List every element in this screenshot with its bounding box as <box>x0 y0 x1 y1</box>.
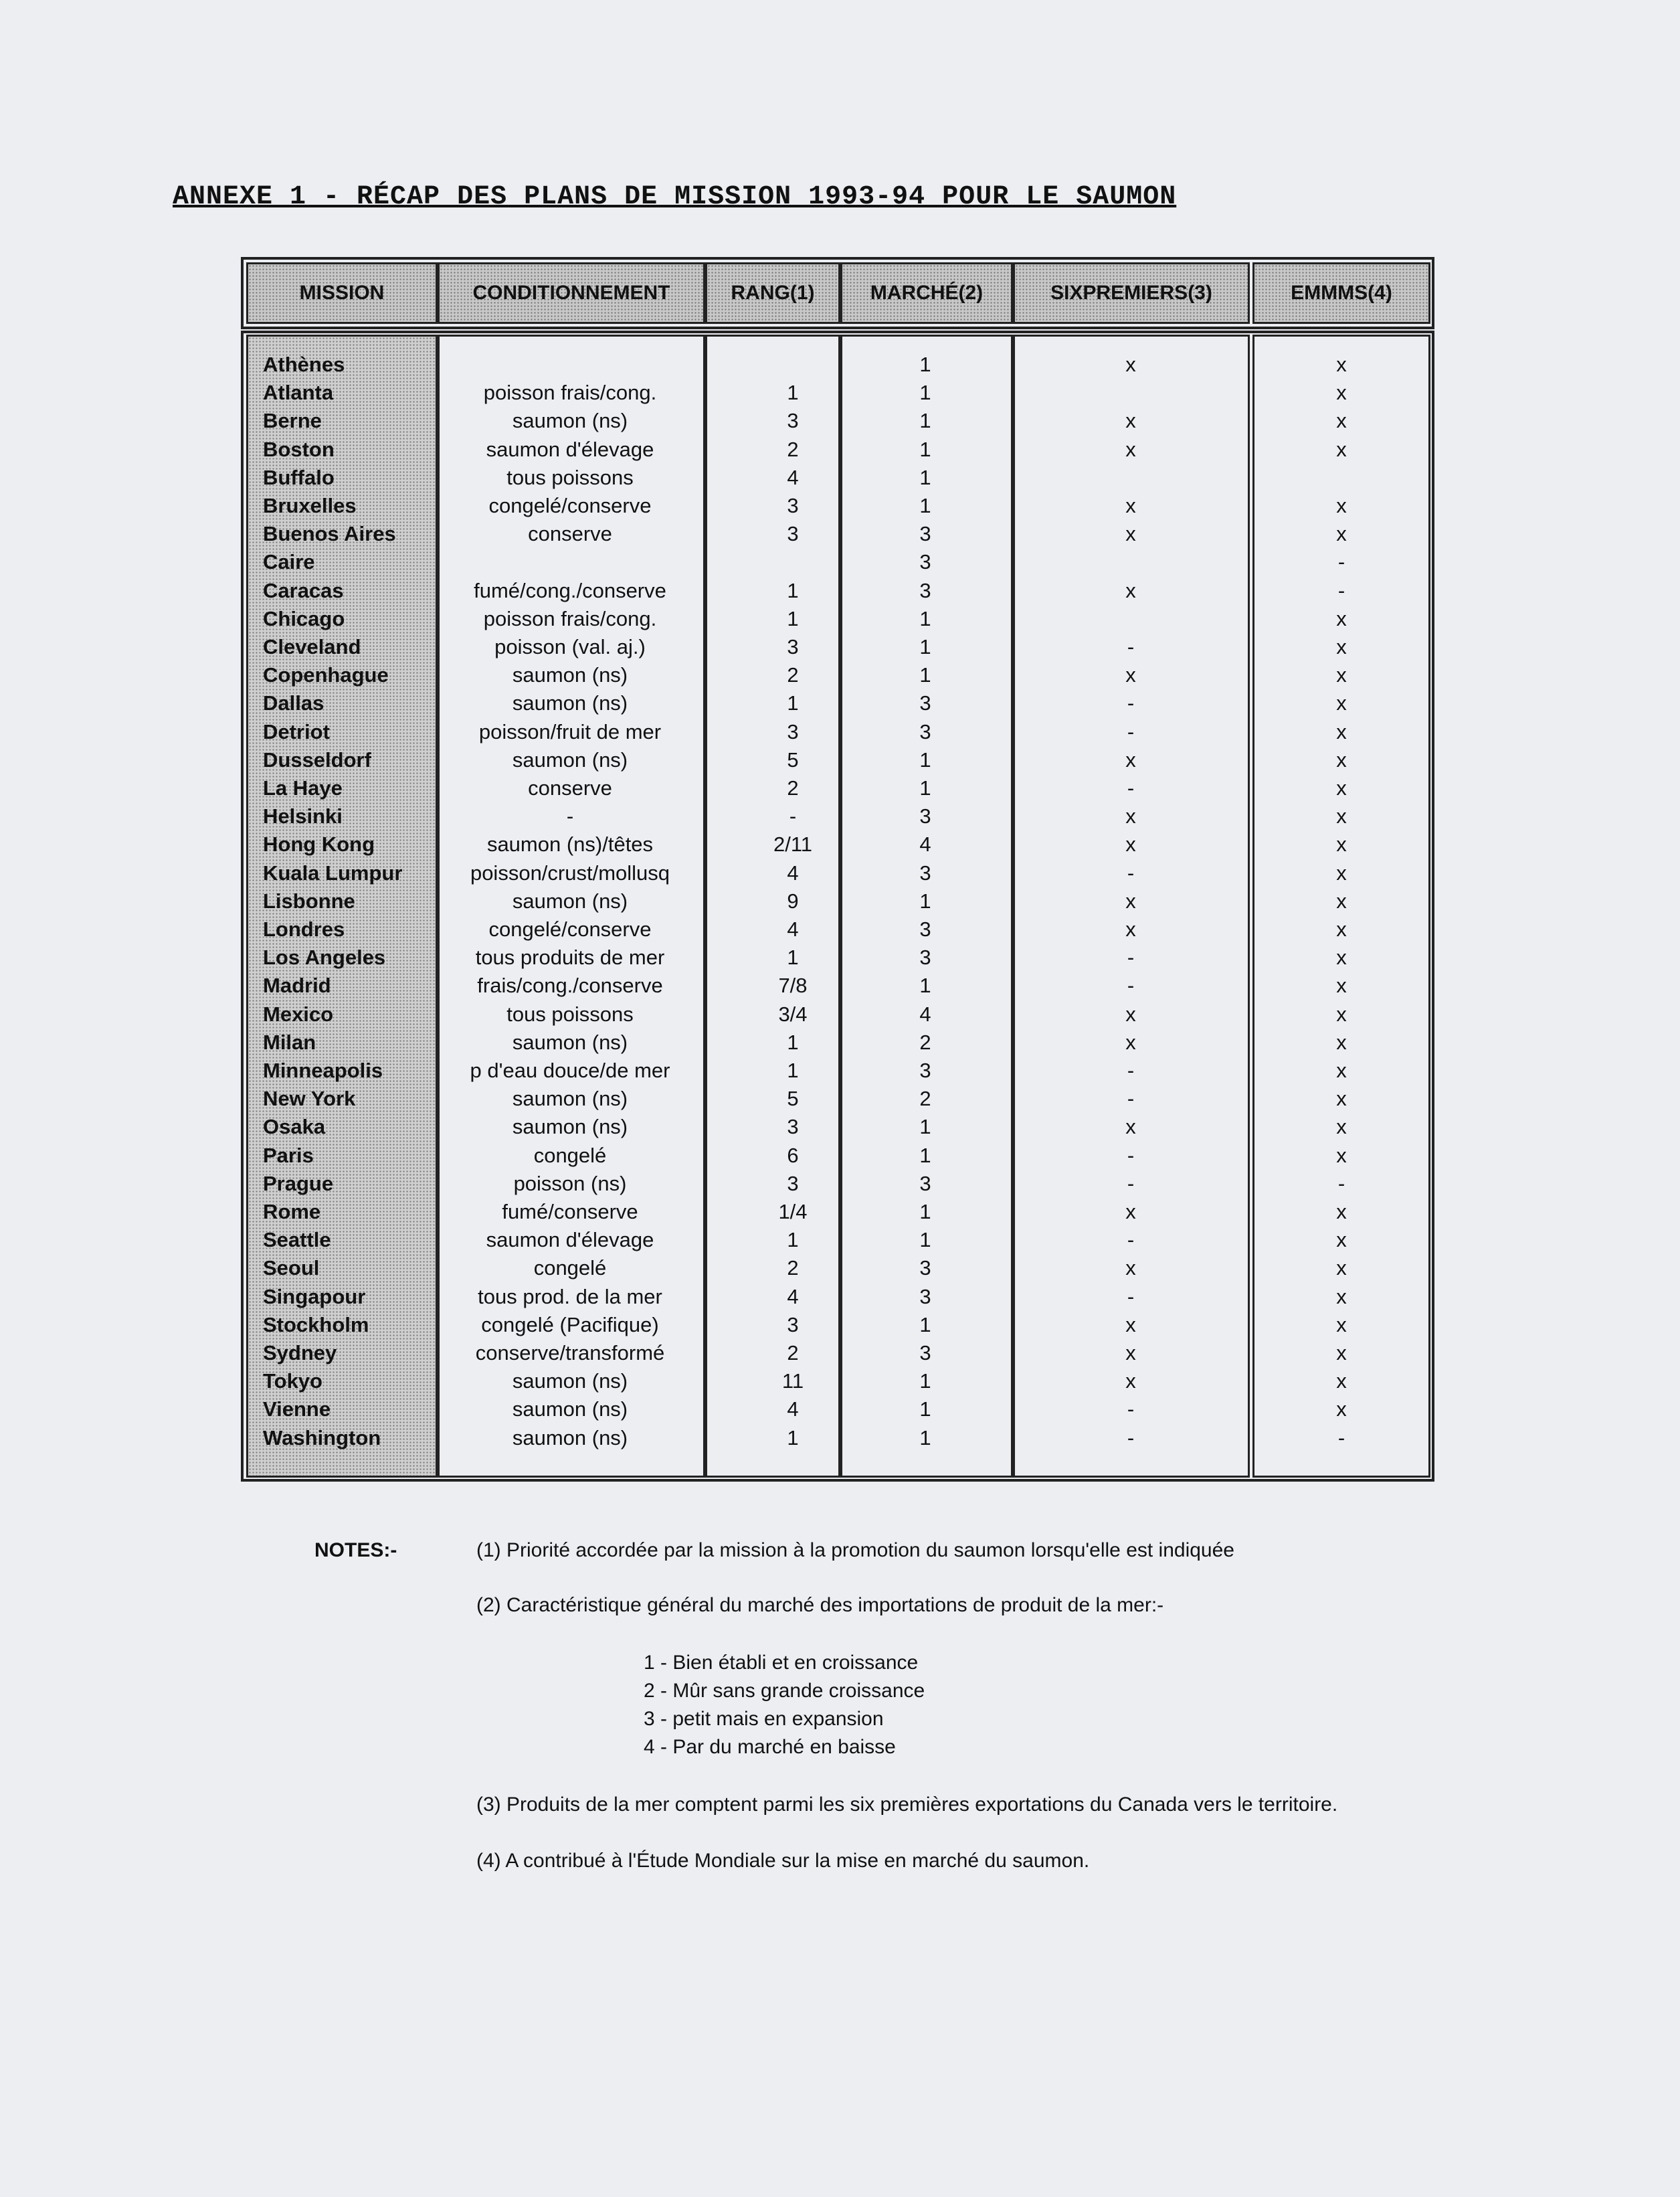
emmms-cell: x <box>1336 776 1347 800</box>
conditionnement-cell: poisson (val. aj.) <box>494 635 646 658</box>
emmms-cell: - <box>1337 550 1345 574</box>
mission-cell: Mexico <box>263 1002 334 1026</box>
note-2-item-2: 2 - Mûr sans grande croissance <box>644 1680 925 1702</box>
table-row <box>0 689 1680 717</box>
marche-cell: 3 <box>919 917 931 941</box>
marche-cell: 3 <box>919 550 931 574</box>
conditionnement-cell: conserve <box>528 522 612 546</box>
mission-cell: Copenhague <box>263 663 389 687</box>
table-row <box>0 351 1680 379</box>
marche-cell: 1 <box>919 663 931 687</box>
sixpremiers-cell <box>1047 548 1214 576</box>
mission-cell: Chicago <box>263 606 345 630</box>
emmms-cell: x <box>1336 522 1347 546</box>
marche-cell: 3 <box>919 1171 931 1195</box>
sixpremiers-cell: x <box>1125 578 1136 602</box>
mission-cell: Buffalo <box>263 465 335 489</box>
emmms-cell: x <box>1336 1002 1347 1026</box>
marche-cell: 3 <box>919 1059 931 1082</box>
emmms-cell: - <box>1337 1425 1345 1449</box>
header-mission: MISSION <box>246 262 438 324</box>
emmms-cell: x <box>1336 381 1347 405</box>
table-row <box>0 774 1680 802</box>
marche-cell: 1 <box>919 1228 931 1252</box>
mission-cell: Caracas <box>263 578 344 602</box>
conditionnement-cell: tous poissons <box>506 1002 634 1026</box>
rang-cell: 1 <box>787 1228 799 1252</box>
sixpremiers-cell <box>1047 605 1214 633</box>
table-row <box>0 859 1680 887</box>
mission-cell: Caire <box>263 550 315 574</box>
emmms-cell: x <box>1336 1397 1347 1421</box>
conditionnement-cell: congelé (Pacifique) <box>481 1312 659 1336</box>
sixpremiers-cell: x <box>1125 663 1136 687</box>
conditionnement-cell: poisson frais/cong. <box>483 606 657 630</box>
rang-cell: 1/4 <box>778 1200 808 1223</box>
mission-cell: New York <box>263 1087 356 1111</box>
mission-cell: Bruxelles <box>263 494 357 517</box>
marche-cell: 3 <box>919 1341 931 1365</box>
mission-cell: Kuala Lumpur <box>263 861 403 885</box>
rang-cell: 2 <box>787 1256 799 1280</box>
sixpremiers-cell: - <box>1127 776 1135 800</box>
emmms-cell: x <box>1336 832 1347 857</box>
marche-cell: 3 <box>919 946 931 970</box>
rang-cell: 5 <box>787 1087 799 1111</box>
conditionnement-cell: saumon d'élevage <box>486 437 654 461</box>
mission-cell: Atlanta <box>263 381 334 405</box>
rang-cell: 3 <box>787 494 799 517</box>
table-row <box>0 802 1680 830</box>
marche-cell: 1 <box>919 494 931 517</box>
rang-cell: 4 <box>787 917 799 941</box>
table-row <box>0 520 1680 548</box>
table-row <box>0 661 1680 689</box>
rang-cell: 1 <box>787 946 799 970</box>
sixpremiers-cell: x <box>1125 1369 1136 1393</box>
rang-cell: 3 <box>787 1312 799 1336</box>
marche-cell: 1 <box>919 437 931 461</box>
conditionnement-cell: saumon (ns) <box>512 1087 628 1111</box>
sixpremiers-cell: x <box>1125 889 1136 913</box>
emmms-cell: x <box>1336 1284 1347 1308</box>
table-row <box>0 1170 1680 1198</box>
conditionnement-cell: congelé <box>533 1256 607 1280</box>
rang-cell: - <box>789 804 797 828</box>
sixpremiers-cell: x <box>1125 748 1136 772</box>
mission-cell: Seoul <box>263 1256 320 1280</box>
table-row <box>0 633 1680 661</box>
marche-cell: 1 <box>919 889 931 913</box>
emmms-cell: - <box>1337 1171 1345 1195</box>
sixpremiers-cell: - <box>1127 1228 1135 1252</box>
mission-cell: Sydney <box>263 1341 337 1365</box>
note-3: (3) Produits de la mer comptent parmi les six premières exportations du Canada vers le territoire. <box>476 1793 1338 1816</box>
marche-cell: 4 <box>919 1002 931 1026</box>
note-1: (1) Priorité accordée par la mission à la promotion du saumon lorsqu'elle est indiquée <box>476 1539 1234 1561</box>
table-row <box>0 1029 1680 1057</box>
conditionnement-cell: conserve <box>528 776 612 800</box>
table-row <box>0 1254 1680 1282</box>
rang-cell: 3 <box>787 1171 799 1195</box>
rang-cell: 1 <box>787 578 799 602</box>
emmms-cell: x <box>1336 1228 1347 1252</box>
sixpremiers-cell: x <box>1125 494 1136 517</box>
conditionnement-cell: poisson/crust/mollusq <box>470 861 670 885</box>
emmms-cell: - <box>1337 578 1345 602</box>
header-sixpremiers: SIXPREMIERS(3) <box>1013 262 1250 324</box>
rang-cell: 7/8 <box>778 974 808 998</box>
sixpremiers-cell <box>1047 464 1214 492</box>
sixpremiers-cell: x <box>1125 832 1136 857</box>
mission-cell: Athènes <box>263 353 345 376</box>
table-row <box>0 1311 1680 1339</box>
mission-cell: Buenos Aires <box>263 522 396 546</box>
sixpremiers-cell: - <box>1127 635 1135 658</box>
mission-cell: Cleveland <box>263 635 361 658</box>
table-row <box>0 1283 1680 1311</box>
marche-cell: 1 <box>919 353 931 376</box>
emmms-cell: x <box>1336 606 1347 630</box>
emmms-cell: x <box>1336 861 1347 885</box>
marche-cell: 1 <box>919 409 931 433</box>
table-row <box>0 915 1680 944</box>
conditionnement-cell: poisson frais/cong. <box>483 381 657 405</box>
mission-cell: Prague <box>263 1171 334 1195</box>
rang-cell: 4 <box>787 1397 799 1421</box>
table-row <box>0 407 1680 435</box>
conditionnement-cell <box>436 351 704 379</box>
marche-cell: 1 <box>919 1143 931 1167</box>
table-row <box>0 1000 1680 1029</box>
emmms-cell <box>1258 464 1425 492</box>
mission-cell: Madrid <box>263 974 331 998</box>
table-row <box>0 1198 1680 1226</box>
table-row <box>0 464 1680 492</box>
marche-cell: 1 <box>919 1369 931 1393</box>
conditionnement-cell: saumon (ns) <box>512 889 628 913</box>
table-row <box>0 1339 1680 1367</box>
marche-cell: 3 <box>919 1256 931 1280</box>
mission-cell: Lisbonne <box>263 889 355 913</box>
conditionnement-cell: saumon (ns) <box>512 1115 628 1139</box>
table-row <box>0 944 1680 972</box>
table-row <box>0 1057 1680 1085</box>
mission-cell: Dallas <box>263 691 324 715</box>
conditionnement-cell: tous produits de mer <box>475 946 665 970</box>
marche-cell: 1 <box>919 776 931 800</box>
conditionnement-cell: poisson (ns) <box>513 1171 627 1195</box>
rang-cell: 4 <box>787 465 799 489</box>
emmms-cell: x <box>1336 719 1347 743</box>
emmms-cell: x <box>1336 1143 1347 1167</box>
sixpremiers-cell: - <box>1127 719 1135 743</box>
conditionnement-cell: frais/cong./conserve <box>477 974 663 998</box>
note-2-item-3: 3 - petit mais en expansion <box>644 1708 884 1730</box>
rang-cell: 5 <box>787 748 799 772</box>
conditionnement-cell: saumon (ns) <box>512 748 628 772</box>
conditionnement-cell: p d'eau douce/de mer <box>470 1059 670 1082</box>
sixpremiers-cell: - <box>1127 974 1135 998</box>
rang-cell: 2 <box>787 437 799 461</box>
mission-cell: Vienne <box>263 1397 331 1421</box>
sixpremiers-cell: x <box>1125 804 1136 828</box>
rang-cell: 3 <box>787 409 799 433</box>
rang-cell: 9 <box>787 889 799 913</box>
table-row <box>0 1142 1680 1170</box>
note-2-item-1: 1 - Bien établi et en croissance <box>644 1652 919 1674</box>
table-row <box>0 492 1680 520</box>
emmms-cell: x <box>1336 1115 1347 1139</box>
emmms-cell: x <box>1336 917 1347 941</box>
emmms-cell: x <box>1336 1369 1347 1393</box>
marche-cell: 1 <box>919 974 931 998</box>
table-row <box>0 1367 1680 1395</box>
table-row <box>0 746 1680 774</box>
marche-cell: 1 <box>919 1200 931 1223</box>
rang-cell: 2 <box>787 776 799 800</box>
note-2-item-4: 4 - Par du marché en baisse <box>644 1736 896 1758</box>
emmms-cell: x <box>1336 437 1347 461</box>
emmms-cell: x <box>1336 1341 1347 1365</box>
conditionnement-cell: congelé/conserve <box>488 917 652 941</box>
table-row <box>0 436 1680 464</box>
emmms-cell: x <box>1336 1087 1347 1111</box>
header-conditionnement: CONDITIONNEMENT <box>438 262 705 324</box>
mission-cell: Boston <box>263 437 335 461</box>
conditionnement-cell: saumon (ns) <box>512 663 628 687</box>
mission-cell: Stockholm <box>263 1312 369 1336</box>
table-row <box>0 548 1680 576</box>
page-title: ANNEXE 1 - RÉCAP DES PLANS DE MISSION 1993-94 POUR LE SAUMON <box>173 182 1177 212</box>
marche-cell: 1 <box>919 1115 931 1139</box>
rang-cell: 1 <box>787 1059 799 1082</box>
conditionnement-cell: conserve/transformé <box>475 1341 665 1365</box>
marche-cell: 3 <box>919 861 931 885</box>
emmms-cell: x <box>1336 946 1347 970</box>
marche-cell: 2 <box>919 1087 931 1111</box>
sixpremiers-cell: x <box>1125 1312 1136 1336</box>
sixpremiers-cell: - <box>1127 1059 1135 1082</box>
rang-cell: 4 <box>787 861 799 885</box>
emmms-cell: x <box>1336 691 1347 715</box>
marche-cell: 1 <box>919 1425 931 1449</box>
marche-cell: 1 <box>919 748 931 772</box>
sixpremiers-cell: x <box>1125 1341 1136 1365</box>
sixpremiers-cell: x <box>1125 353 1136 376</box>
mission-cell: Detriot <box>263 719 330 743</box>
conditionnement-cell: congelé <box>533 1143 607 1167</box>
emmms-cell: x <box>1336 663 1347 687</box>
marche-cell: 3 <box>919 691 931 715</box>
conditionnement-cell: fumé/cong./conserve <box>474 578 666 602</box>
rang-cell: 2/11 <box>773 832 813 857</box>
mission-cell: Seattle <box>263 1228 331 1252</box>
mission-cell: La Haye <box>263 776 343 800</box>
rang-cell: 4 <box>787 1284 799 1308</box>
sixpremiers-cell: - <box>1127 1397 1135 1421</box>
table-row <box>0 887 1680 915</box>
marche-cell: 4 <box>919 832 931 857</box>
emmms-cell: x <box>1336 974 1347 998</box>
rang-cell: 1 <box>787 381 799 405</box>
rang-cell: 3/4 <box>778 1002 808 1026</box>
conditionnement-cell: tous poissons <box>506 465 634 489</box>
sixpremiers-cell: x <box>1125 1030 1136 1054</box>
rang-cell: 1 <box>787 1030 799 1054</box>
emmms-cell: x <box>1336 494 1347 517</box>
conditionnement-cell: saumon (ns) <box>512 1369 628 1393</box>
marche-cell: 1 <box>919 465 931 489</box>
conditionnement-cell: saumon (ns) <box>512 1030 628 1054</box>
marche-cell: 3 <box>919 804 931 828</box>
marche-cell: 3 <box>919 578 931 602</box>
mission-cell: Dusseldorf <box>263 748 371 772</box>
sixpremiers-cell: - <box>1127 1425 1135 1449</box>
conditionnement-cell: - <box>566 804 574 828</box>
rang-cell: 11 <box>781 1369 804 1393</box>
emmms-cell: x <box>1336 1059 1347 1082</box>
sixpremiers-cell: - <box>1127 1284 1135 1308</box>
header-rang: RANG(1) <box>705 262 840 324</box>
sixpremiers-cell: x <box>1125 409 1136 433</box>
conditionnement-cell: saumon (ns) <box>512 1425 628 1449</box>
conditionnement-cell: congelé/conserve <box>488 494 652 517</box>
mission-cell: Tokyo <box>263 1369 322 1393</box>
mission-cell: Hong Kong <box>263 832 375 857</box>
table-row <box>0 972 1680 1000</box>
rang-cell: 2 <box>787 663 799 687</box>
mission-cell: Milan <box>263 1030 316 1054</box>
emmms-cell: x <box>1336 1256 1347 1280</box>
rang-cell: 6 <box>787 1143 799 1167</box>
table-row <box>0 830 1680 859</box>
table-row <box>0 605 1680 633</box>
marche-cell: 3 <box>919 522 931 546</box>
mission-cell: Minneapolis <box>263 1059 383 1082</box>
sixpremiers-cell: x <box>1125 1002 1136 1026</box>
sixpremiers-cell: x <box>1125 1256 1136 1280</box>
emmms-cell: x <box>1336 1030 1347 1054</box>
sixpremiers-cell: - <box>1127 1143 1135 1167</box>
conditionnement-cell <box>436 548 704 576</box>
sixpremiers-cell: x <box>1125 917 1136 941</box>
marche-cell: 1 <box>919 1397 931 1421</box>
sixpremiers-cell <box>1047 379 1214 407</box>
sixpremiers-cell: - <box>1127 691 1135 715</box>
mission-cell: Washington <box>263 1425 381 1449</box>
marche-cell: 2 <box>919 1030 931 1054</box>
mission-cell: Los Angeles <box>263 946 386 970</box>
conditionnement-cell: saumon (ns) <box>512 691 628 715</box>
conditionnement-cell: saumon (ns) <box>512 1397 628 1421</box>
marche-cell: 1 <box>919 381 931 405</box>
emmms-cell: x <box>1336 353 1347 376</box>
conditionnement-cell: saumon (ns)/têtes <box>486 832 654 857</box>
sixpremiers-cell: x <box>1125 437 1136 461</box>
emmms-cell: x <box>1336 1312 1347 1336</box>
marche-cell: 1 <box>919 635 931 658</box>
mission-cell: Londres <box>263 917 345 941</box>
conditionnement-cell: poisson/fruit de mer <box>478 719 662 743</box>
marche-cell: 1 <box>919 606 931 630</box>
table-row <box>0 1226 1680 1254</box>
mission-cell: Paris <box>263 1143 314 1167</box>
note-4: (4) A contribué à l'Étude Mondiale sur la mise en marché du saumon. <box>476 1850 1090 1872</box>
marche-cell: 3 <box>919 1284 931 1308</box>
rang-cell: 1 <box>787 691 799 715</box>
sixpremiers-cell: - <box>1127 946 1135 970</box>
emmms-cell: x <box>1336 804 1347 828</box>
marche-cell: 3 <box>919 719 931 743</box>
sixpremiers-cell: x <box>1125 522 1136 546</box>
sixpremiers-cell: - <box>1127 861 1135 885</box>
mission-cell: Helsinki <box>263 804 343 828</box>
table-row <box>0 379 1680 407</box>
rang-cell: 1 <box>787 1425 799 1449</box>
rang-cell: 3 <box>787 1115 799 1139</box>
emmms-cell: x <box>1336 635 1347 658</box>
rang-cell: 1 <box>787 606 799 630</box>
table-row <box>0 718 1680 746</box>
header-marche: MARCHÉ(2) <box>840 262 1013 324</box>
marche-cell: 1 <box>919 1312 931 1336</box>
emmms-cell: x <box>1336 409 1347 433</box>
rang-cell: 3 <box>787 635 799 658</box>
conditionnement-cell: tous prod. de la mer <box>478 1284 662 1308</box>
note-2: (2) Caractéristique général du marché des importations de produit de la mer:- <box>476 1594 1164 1616</box>
sixpremiers-cell: x <box>1125 1115 1136 1139</box>
conditionnement-cell: fumé/conserve <box>502 1200 638 1223</box>
table-row <box>0 1113 1680 1141</box>
emmms-cell: x <box>1336 889 1347 913</box>
rang-cell: 3 <box>787 719 799 743</box>
rang-cell: 3 <box>787 522 799 546</box>
rang-cell: 2 <box>787 1341 799 1365</box>
header-emmms: EMMMS(4) <box>1252 262 1430 324</box>
table-row <box>0 1085 1680 1113</box>
conditionnement-cell: saumon d'élevage <box>486 1228 654 1252</box>
emmms-cell: x <box>1336 1200 1347 1223</box>
mission-cell: Osaka <box>263 1115 326 1139</box>
sixpremiers-cell: - <box>1127 1171 1135 1195</box>
sixpremiers-cell: x <box>1125 1200 1136 1223</box>
mission-cell: Rome <box>263 1200 321 1223</box>
conditionnement-cell: saumon (ns) <box>512 409 628 433</box>
table-row <box>0 577 1680 605</box>
emmms-cell: x <box>1336 748 1347 772</box>
mission-cell: Singapour <box>263 1284 366 1308</box>
sixpremiers-cell: - <box>1127 1087 1135 1111</box>
table-row <box>0 1424 1680 1452</box>
mission-cell: Berne <box>263 409 322 433</box>
table-row <box>0 1395 1680 1423</box>
notes-label: NOTES:- <box>314 1539 397 1561</box>
